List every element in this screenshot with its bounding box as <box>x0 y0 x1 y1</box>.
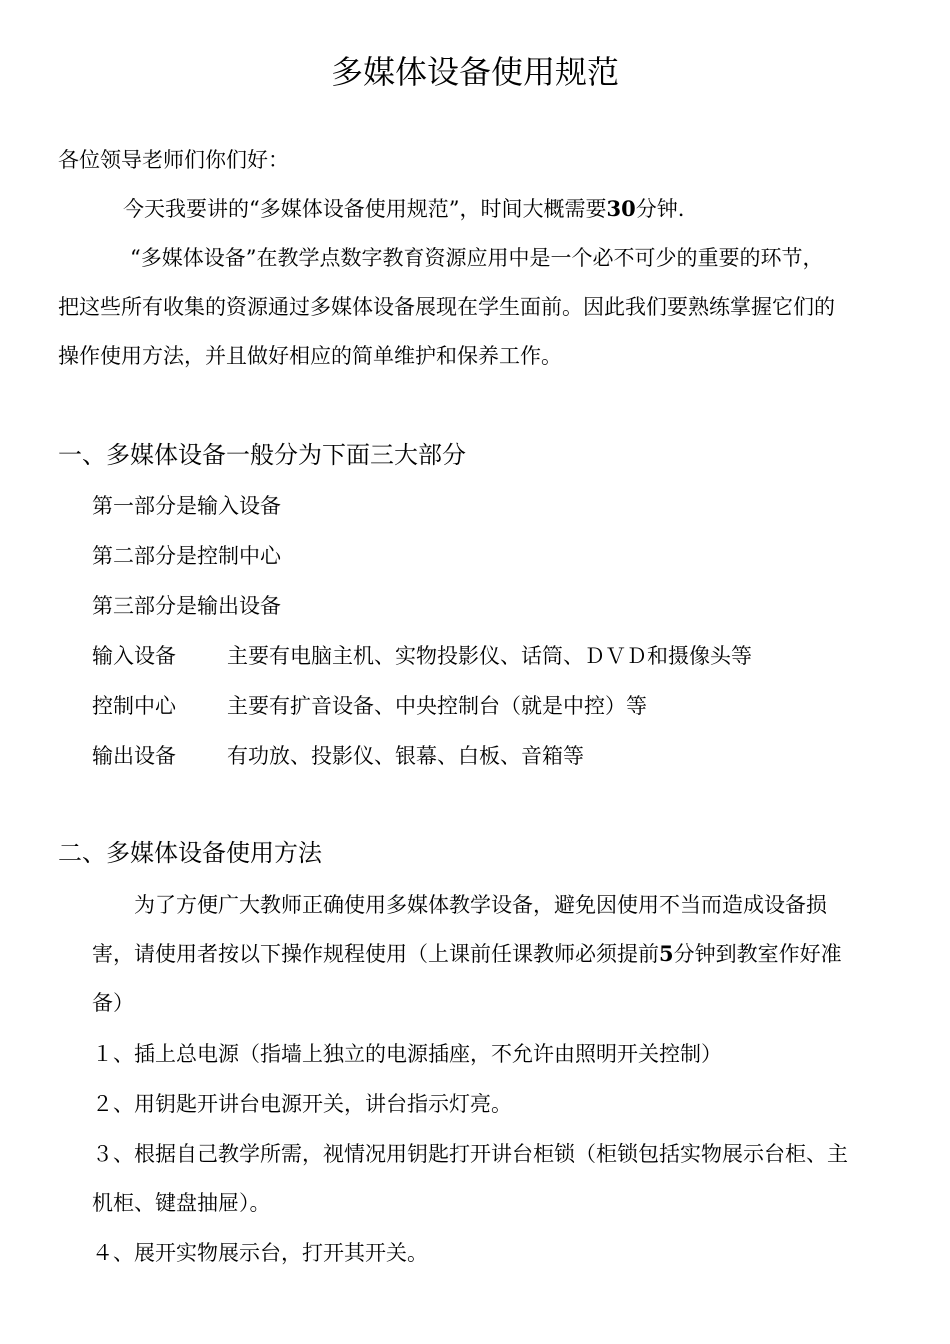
intro-l2-minutes: 5 <box>659 941 674 966</box>
intro-l2-post: 分钟到教室作好准 <box>673 942 842 966</box>
step-item: ３、根据自己教学所需，视情况用钥匙打开讲台柜锁（柜锁包括实物展示台柜、主 <box>92 1142 848 1166</box>
intro-text-pre: 今天我要讲的“多媒体设备使用规范”，时间大概需要 <box>123 197 607 221</box>
intro-text-post: 分钟. <box>635 197 685 221</box>
part-item: 第一部分是输入设备 <box>92 494 281 518</box>
definition-row <box>92 691 647 721</box>
definition-desc: 主要有扩音设备、中央控制台（就是中控）等 <box>227 694 647 718</box>
section-2-intro-line-1: 为了方便广大教师正确使用多媒体教学设备，避免因使用不当而造成设备损 <box>134 893 827 917</box>
intro-para-line-2: 把这些所有收集的资源通过多媒体设备展现在学生面前。因此我们要熟练掌握它们的 <box>58 295 835 319</box>
section-2-intro-line-2 <box>92 939 842 969</box>
document-title: 多媒体设备使用规范 <box>330 53 619 91</box>
definition-row <box>92 641 752 671</box>
intro-duration: 30 <box>606 196 636 221</box>
definition-term: 输出设备 <box>92 744 176 768</box>
greeting: 各位领导老师们你们好： <box>58 148 289 172</box>
definition-term: 控制中心 <box>92 694 176 718</box>
step-item: ２、用钥匙开讲台电源开关，讲台指示灯亮。 <box>92 1092 512 1116</box>
section-2-intro-line-3: 备） <box>92 991 134 1015</box>
section-1-heading: 一、多媒体设备一般分为下面三大部分 <box>58 441 466 469</box>
intro-para-line-3: 操作使用方法，并且做好相应的简单维护和保养工作。 <box>58 344 562 368</box>
step-item: １、插上总电源（指墙上独立的电源插座，不允许由照明开关控制） <box>92 1042 722 1066</box>
definition-row <box>92 741 584 771</box>
definition-term: 输入设备 <box>92 644 176 668</box>
step-item-continued: 机柜、键盘抽屉）。 <box>92 1191 271 1215</box>
intro-para-line-1: “多媒体设备”在教学点数字教育资源应用中是一个必不可少的重要的环节， <box>130 246 824 270</box>
intro-line-1 <box>123 194 684 224</box>
intro-l2-pre: 害，请使用者按以下操作规程使用（上课前任课教师必须提前 <box>92 942 659 966</box>
part-item: 第二部分是控制中心 <box>92 544 281 568</box>
definition-desc: 主要有电脑主机、实物投影仪、话筒、ＤＶＤ和摄像头等 <box>227 644 752 668</box>
part-item: 第三部分是输出设备 <box>92 594 281 618</box>
definition-desc: 有功放、投影仪、银幕、白板、音箱等 <box>227 744 584 768</box>
section-2-heading: 二、多媒体设备使用方法 <box>58 839 322 867</box>
step-item: ４、展开实物展示台，打开其开关。 <box>92 1241 428 1265</box>
